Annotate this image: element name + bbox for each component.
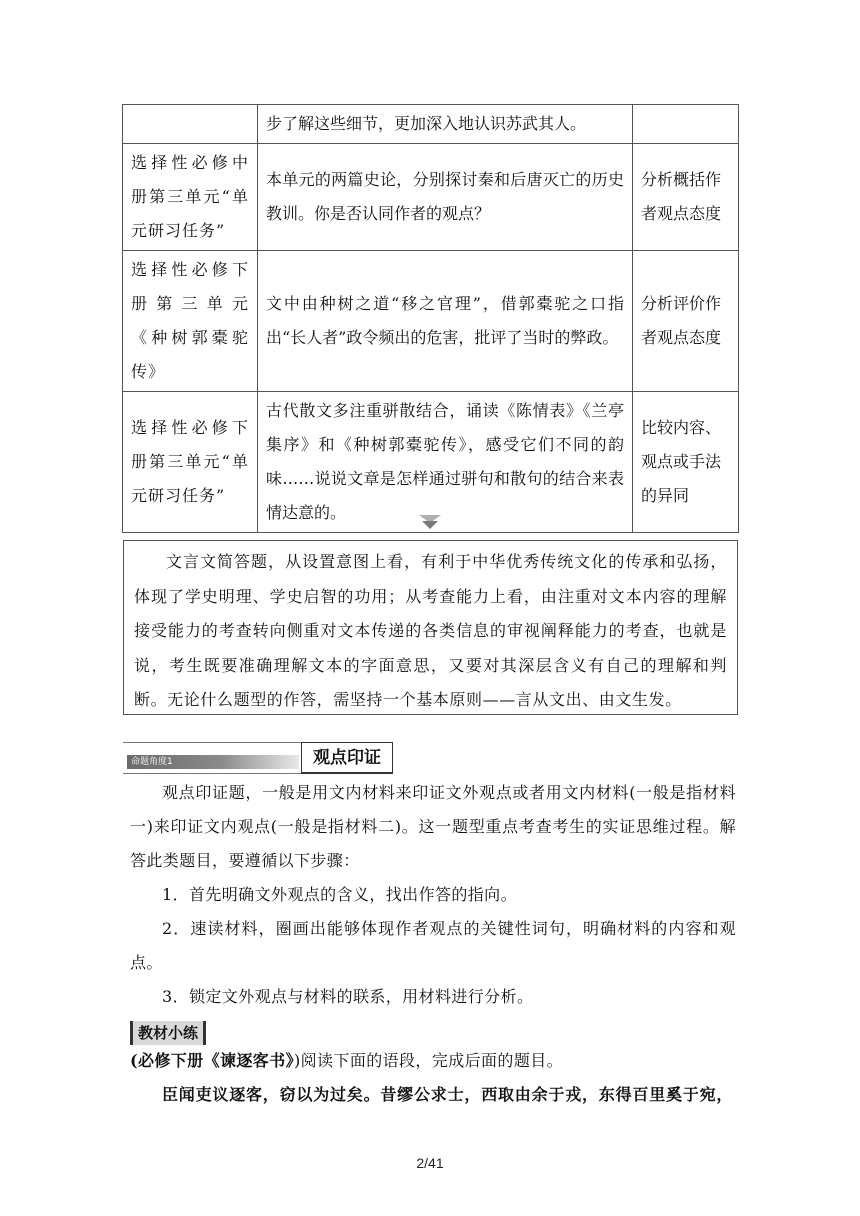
table-row [123, 105, 739, 144]
page-number: 2/41 [416, 1155, 444, 1171]
table-cell-skill: 分析评价作者观点态度 [633, 251, 739, 392]
source-line [130, 1044, 736, 1078]
table-cell-task: 文中由种树之道“移之官理”，借郭橐驼之口指出“长人者”政令频出的危害，批评了当时的弊政。 [258, 251, 633, 392]
section-tag [123, 742, 301, 774]
step-item: 3．锁定文外观点与材料的联系，用材料进行分析。 [162, 987, 534, 1006]
table-cell-skill: 分析概括作者观点态度 [633, 144, 739, 251]
intro-paragraph: 观点印证题，一般是用文内材料来印证文外观点或者用文内材料(一般是指材料一)来印证文内观点(一般是指材料二)。这一题型重点考查考生的实证思维过程。解答此类题目，要遵循以下步骤： [130, 783, 736, 870]
practice-tag: 教材小练 [130, 1021, 206, 1045]
section-tag-label: 命题角度1 [131, 757, 173, 767]
table-cell-source: 选择性必修下册第三单元《种树郭橐驼传》 [123, 251, 258, 392]
summary-note-box [123, 540, 738, 715]
table-row [123, 251, 739, 392]
source-title: (必修下册《谏逐客书》 [130, 1051, 294, 1070]
table-cell-source: 选择性必修中册第三单元“单元研习任务” [123, 144, 258, 251]
table-cell-task: 本单元的两篇史论，分别探讨秦和后唐灭亡的历史教训。你是否认同作者的观点？ [258, 144, 633, 251]
table-cell-source [123, 105, 258, 144]
steps-list [130, 878, 736, 1014]
table-cell-task: 古代散文多注重骈散结合，诵读《陈情表》《兰亭集序》和《种树郭橐驼传》，感受它们不同的韵味……说说文章是怎样通过骈句和散句的结合来表情达意的。 [258, 392, 633, 533]
source-instruction: )阅读下面的语段，完成后面的题目。 [293, 1051, 564, 1070]
chevron-down-icon [419, 515, 441, 529]
step-item: 1．首先明确文外观点的含义，找出作答的指向。 [162, 885, 517, 904]
summary-note-text: 文言文简答题，从设置意图上看，有利于中华优秀传统文化的传承和弘扬，体现了学史明理、学史启智的功用；从考查能力上看，由注重对文本内容的理解接受能力的考查转向侧重对文本传递的各类信息的审视阐释能力的考查，也就是说，考生既要准确理解文本的字面意思，又要对其深层含义有自己的理解和判断。无论什么题型的作答，需坚持一个基本原则——言从文出、由文生发。 [134, 552, 727, 709]
step-item: 2．速读材料，圈画出能够体现作者观点的关键性词句，明确材料的内容和观点。 [130, 919, 736, 972]
table-cell-skill: 比较内容、观点或手法的异同 [633, 392, 739, 533]
table-row [123, 144, 739, 251]
table-row [123, 392, 739, 533]
classical-passage [130, 1078, 736, 1112]
table-cell-source: 选择性必修下册第三单元“单元研习任务” [123, 392, 258, 533]
classical-text: 臣闻吏议逐客，窃以为过矣。昔缪公求士，西取由余于戎，东得百里奚于宛， [162, 1085, 734, 1104]
section-header [123, 742, 393, 774]
unit-task-table [122, 104, 739, 533]
table-cell-skill [633, 105, 739, 144]
intro-paragraph-block [130, 776, 736, 878]
section-title: 观点印证 [301, 742, 393, 774]
table-cell-task: 步了解这些细节，更加深入地认识苏武其人。 [258, 105, 633, 144]
